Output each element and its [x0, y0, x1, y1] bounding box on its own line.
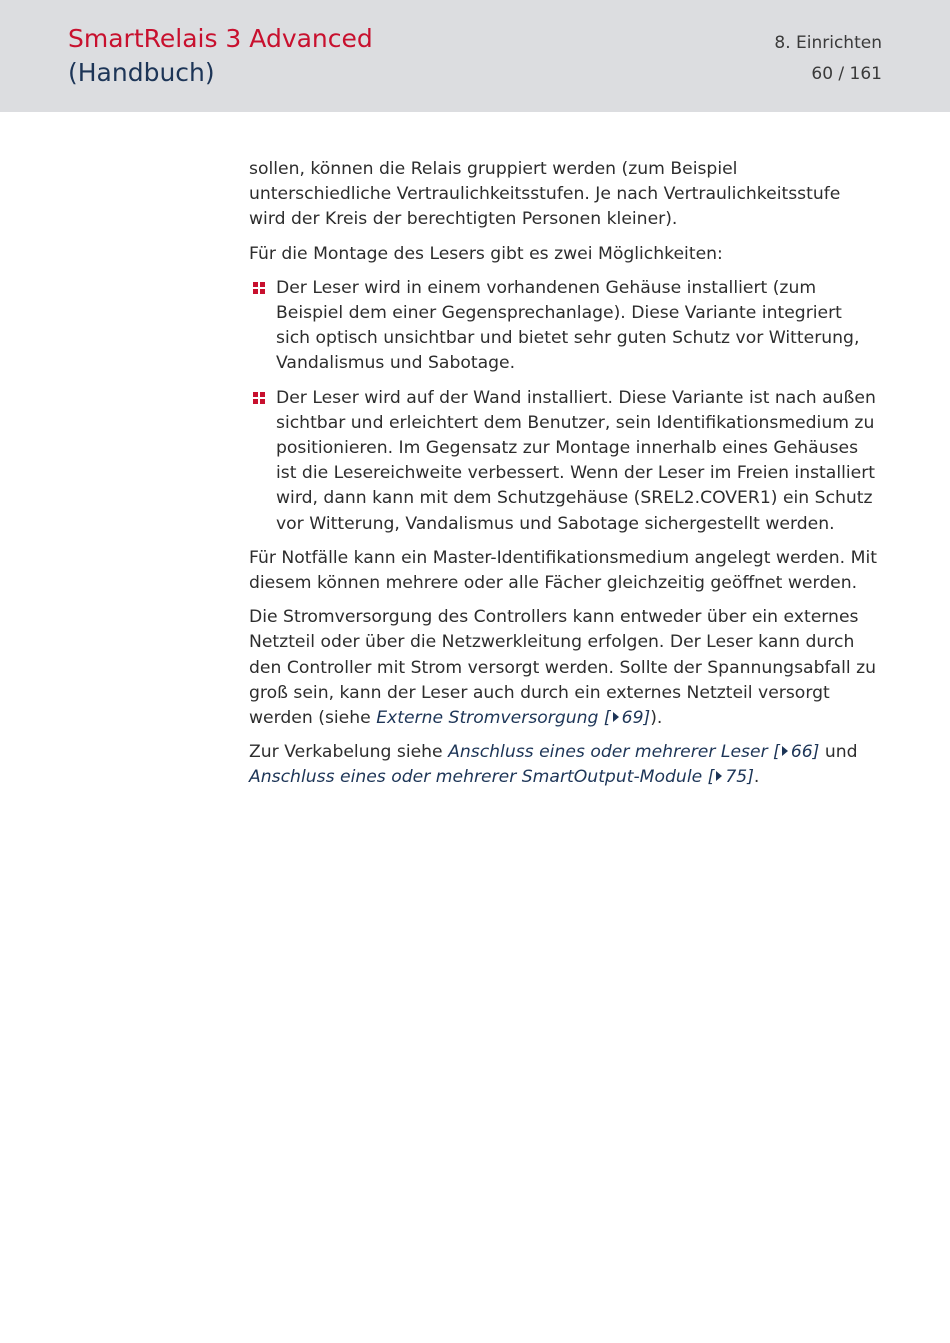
header-meta	[774, 28, 882, 90]
link-page: 75]	[725, 767, 754, 788]
paragraph-4-text: Die Stromversorgung des Controllers kann entweder über ein externes Netzteil oder über die Netzwerkleitung erfolgen. Der Leser kann durch den Controller mit Strom versorgt werden. Sollte der Spannungsabfall zu groß sein, kann der Leser auch durch ein externes Netzteil versorgt werden (siehe	[249, 607, 876, 729]
page-arrow-icon	[613, 712, 619, 722]
paragraph-5	[249, 740, 881, 790]
document-title	[68, 22, 373, 90]
link-label: Externe Stromversorgung [	[376, 708, 611, 729]
mounting-options-list	[249, 276, 881, 537]
document-title-product: SmartRelais 3 Advanced	[68, 24, 373, 53]
link-page: 69]	[621, 708, 651, 729]
paragraph-2: Für die Montage des Lesers gibt es zwei Möglichkeiten:	[249, 243, 723, 264]
list-item	[249, 386, 881, 537]
list-item-text: Der Leser wird in einem vorhandenen Gehäuse installiert (zum Beispiel dem einer Gegensprechanlage). Diese Variante integriert sich optisch unsichtbar und bietet sehr guten Schutz vor Witterung, Vandalismus und Sabotage.	[276, 277, 860, 374]
link-page: 66]	[790, 742, 820, 763]
page-content	[249, 157, 881, 800]
document-title-subtitle: (Handbuch)	[68, 58, 215, 87]
bullet-icon	[253, 392, 265, 404]
paragraph-5-mid: und	[819, 742, 858, 763]
link-label: Anschluss eines oder mehrerer SmartOutput-Module [	[249, 767, 715, 788]
paragraph-4	[249, 605, 881, 731]
list-item	[249, 276, 881, 377]
link-externe-stromversorgung[interactable]	[376, 708, 650, 728]
paragraph-3: Für Notfälle kann ein Master-Identifikationsmedium angelegt werden. Mit diesem können mehrere oder alle Fächer gleichzeitig geöffnet werden.	[249, 547, 877, 594]
chapter-label: 8. Einrichten	[774, 33, 882, 53]
paragraph-5-end: .	[753, 767, 760, 788]
page-number: 60 / 161	[811, 64, 882, 84]
bullet-icon	[253, 282, 265, 294]
page-arrow-icon	[782, 746, 788, 756]
page-arrow-icon	[716, 771, 722, 781]
paragraph-4-end: ).	[650, 708, 663, 729]
link-label: Anschluss eines oder mehrerer Leser [	[448, 742, 780, 763]
page-header	[0, 0, 950, 112]
paragraph-1: sollen, können die Relais gruppiert werden (zum Beispiel unterschiedliche Vertraulichkeitsstufen. Je nach Vertraulichkeitsstufe wird der Kreis der berechtigten Personen kleiner).	[249, 159, 841, 230]
link-anschluss-leser[interactable]	[448, 742, 819, 762]
list-item-text: Der Leser wird auf der Wand installiert. Diese Variante ist nach außen sichtbar und erleichtert dem Benutzer, sein Identifikationsmedium zu positionieren. Im Gegensatz zur Montage innerhalb eines Gehäuses ist die Lesereichweite verbessert. Wenn der Leser im Freien installiert wird, dann kann mit dem Schutzgehäuse (SREL2.COVER1) ein Schutz vor Witterung, Vandalismus und Sabotage sichergestellt werden.	[276, 387, 876, 534]
link-anschluss-smartoutput[interactable]	[249, 767, 754, 787]
paragraph-5-text: Zur Verkabelung siehe	[249, 742, 449, 763]
